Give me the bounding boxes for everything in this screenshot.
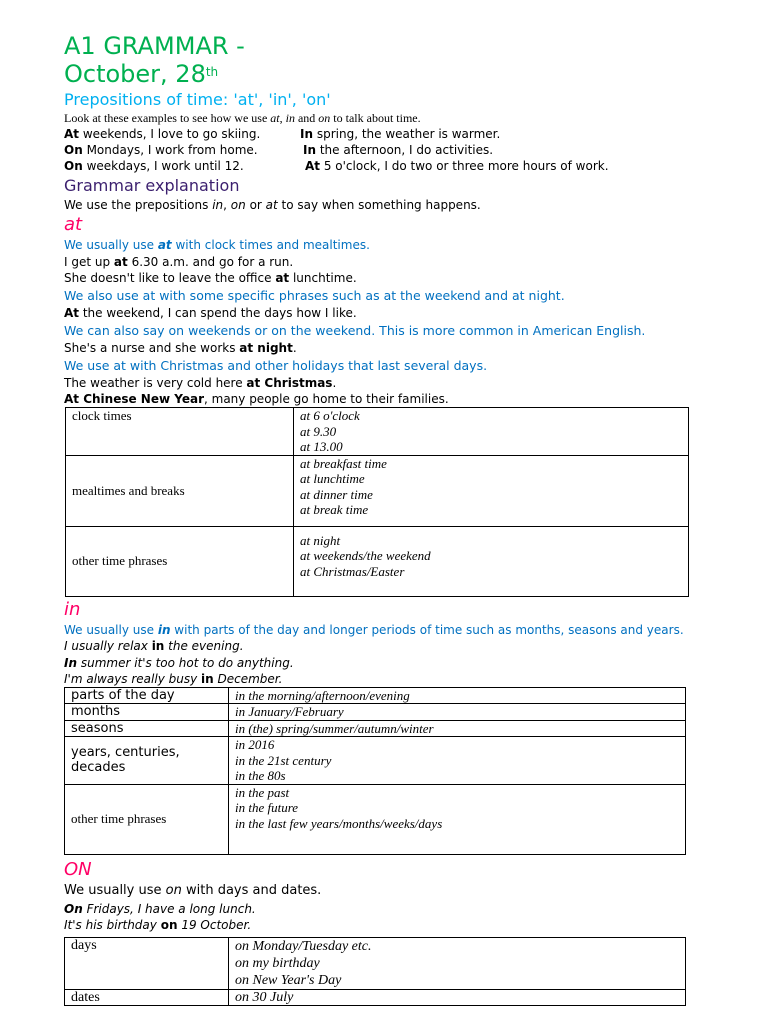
at-example: The weather is very cold here at Christmas.: [64, 376, 337, 390]
table-category: mealtimes and breaks: [66, 455, 294, 526]
at-example: At the weekend, I can spend the days how I like.: [64, 306, 357, 320]
table-row: [66, 455, 689, 526]
table-items: at breakfast time at lunchtime at dinner time at break time: [294, 455, 689, 526]
in-table: [64, 687, 686, 855]
example-line: In spring, the weather is warmer.: [300, 127, 501, 141]
title-line-1: A1 GRAMMAR -: [64, 32, 245, 60]
on-example: On Fridays, I have a long lunch.: [64, 901, 256, 916]
table-category: years, centuries, decades: [65, 737, 229, 785]
example-line: In the afternoon, I do activities.: [303, 143, 494, 157]
in-heading: in: [64, 598, 81, 620]
table-category: other time phrases: [65, 784, 229, 854]
title-line-2: October, 28th: [64, 60, 219, 88]
table-row: [66, 526, 689, 596]
at-example: At Chinese New Year, many people go home to their families.: [64, 392, 449, 406]
table-row: [65, 704, 686, 721]
at-rule-3: We can also say on weekends or on the weekend. This is more common in American English.: [64, 323, 646, 338]
table-items: in January/February: [229, 704, 686, 721]
table-row: [65, 737, 686, 785]
table-row: [65, 784, 686, 854]
table-category: months: [65, 704, 229, 721]
table-category: other time phrases: [66, 526, 294, 596]
table-items: on Monday/Tuesday etc. on my birthday on New Year's Day: [229, 937, 686, 989]
table-row: [65, 687, 686, 704]
table-items: at 6 o'clock at 9.30 at 13.00: [294, 408, 689, 456]
table-category: days: [65, 937, 229, 989]
at-example: She doesn't like to leave the office at lunchtime.: [64, 271, 357, 285]
at-heading: at: [64, 214, 83, 235]
examples-right: [300, 126, 704, 174]
table-items: at night at weekends/the weekend at Christmas/Easter: [294, 526, 689, 596]
table-row: [65, 720, 686, 737]
at-rule-1: We usually use at with clock times and mealtimes.: [64, 238, 370, 252]
at-rule-2: We also use at with some specific phrases such as at the weekend and at night.: [64, 288, 565, 303]
example-line: At 5 o'clock, I do two or three more hours of work.: [305, 159, 609, 173]
example-line: On weekdays, I work until 12.: [64, 159, 244, 173]
table-row: [65, 937, 686, 989]
at-example: I get up at 6.30 a.m. and go for a run.: [64, 255, 294, 269]
table-row: [66, 408, 689, 456]
document-title: [64, 32, 704, 88]
grammar-heading: Grammar explanation: [64, 176, 240, 195]
intro-text: Look at these examples to see how we use at, in and on to talk about time.: [64, 111, 421, 125]
in-example: In summer it's too hot to do anything.: [64, 655, 294, 670]
at-rule-4: We use at with Christmas and other holidays that last several days.: [64, 358, 488, 373]
examples-grid: [64, 126, 704, 174]
in-example: I'm always really busy in December.: [64, 671, 283, 686]
table-category: clock times: [66, 408, 294, 456]
subtitle: Prepositions of time: 'at', 'in', 'on': [64, 90, 331, 109]
table-category: parts of the day: [65, 687, 229, 704]
table-items: in (the) spring/summer/autumn/winter: [229, 720, 686, 737]
table-category: dates: [65, 989, 229, 1006]
table-items: on 30 July: [229, 989, 686, 1006]
table-items: in the past in the future in the last few years/months/weeks/days: [229, 784, 686, 854]
table-items: in 2016 in the 21st century in the 80s: [229, 737, 686, 785]
example-line: At weekends, I love to go skiing.: [64, 127, 261, 141]
table-items: in the morning/afternoon/evening: [229, 687, 686, 704]
document-page: [64, 32, 704, 1006]
grammar-text: We use the prepositions in, on or at to say when something happens.: [64, 198, 481, 212]
in-example: I usually relax in the evening.: [64, 638, 244, 653]
table-row: [65, 989, 686, 1006]
at-table: [65, 407, 689, 597]
on-table: [64, 937, 686, 1007]
in-rule-1: We usually use in with parts of the day and longer periods of time such as months, seasons and years.: [64, 622, 684, 637]
at-example: She's a nurse and she works at night.: [64, 341, 297, 355]
examples-left: [64, 126, 300, 174]
example-line: On Mondays, I work from home.: [64, 143, 258, 157]
on-rule-1: We usually use on with days and dates.: [64, 882, 322, 898]
on-example: It's his birthday on 19 October.: [64, 917, 252, 932]
on-heading: ON: [64, 858, 92, 880]
table-category: seasons: [65, 720, 229, 737]
